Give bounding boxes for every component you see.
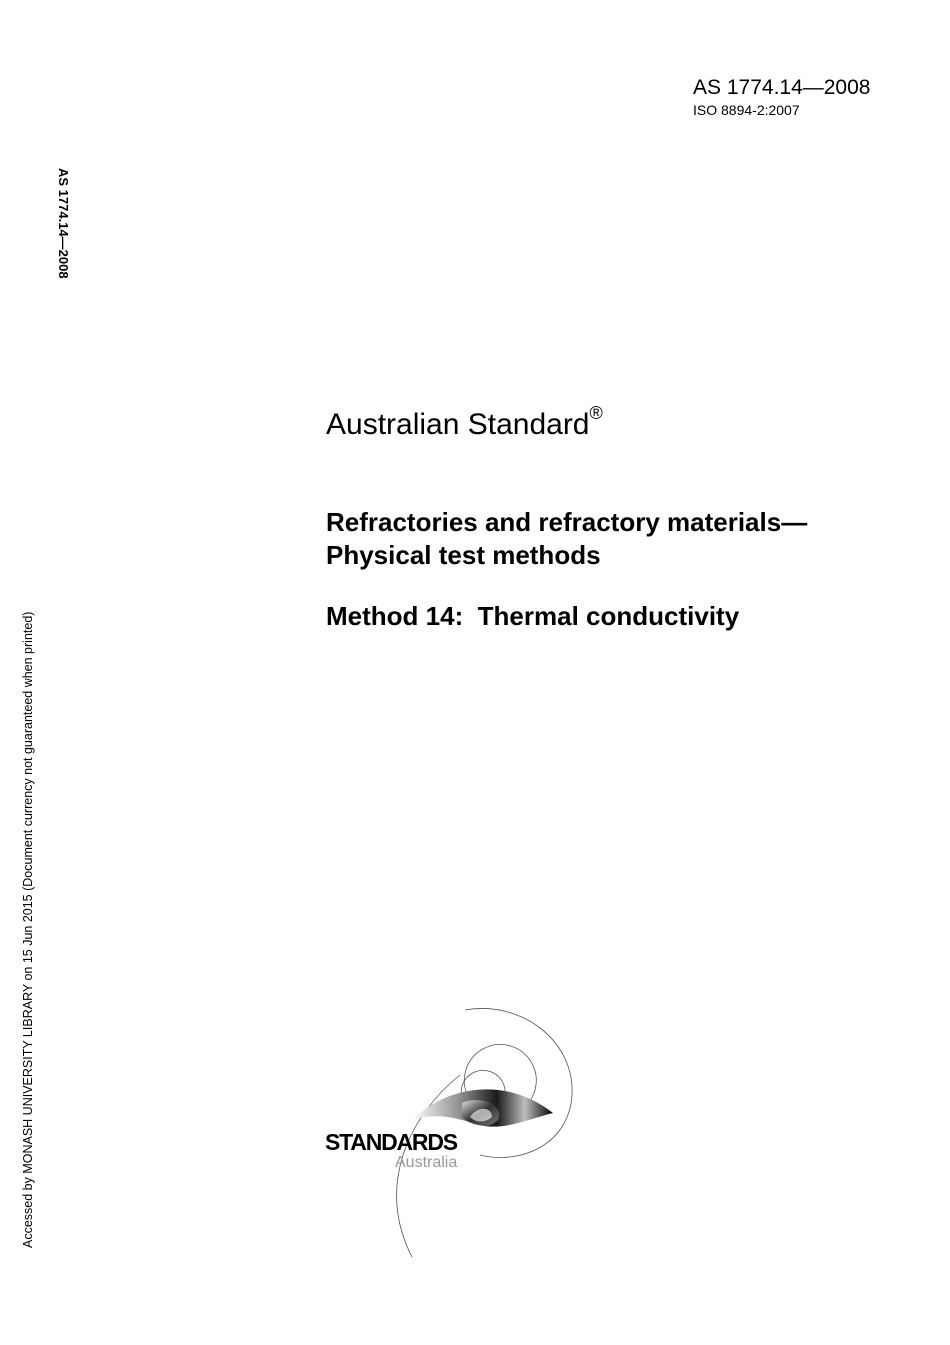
- series-title: [326, 398, 603, 444]
- logo-wordmark-standards: STANDARDS: [325, 1129, 457, 1155]
- method-title: Method 14: Thermal conductivity: [326, 601, 740, 631]
- spine-document-number: AS 1774.14—2008: [56, 168, 71, 279]
- document-number: AS 1774.14—2008: [693, 76, 871, 99]
- standard-title: [326, 506, 807, 572]
- standard-title-line-1: Refractories and refractory materials—: [326, 507, 808, 537]
- logo-wordmark-australia: Australia: [395, 1154, 458, 1171]
- standard-title-line-2: Physical test methods: [326, 540, 601, 570]
- logo-swoosh-icon: [412, 1089, 553, 1126]
- series-title-text: Australian Standard: [326, 408, 590, 441]
- registered-mark: ®: [589, 403, 603, 423]
- iso-reference: ISO 8894-2:2007: [693, 102, 800, 118]
- standards-australia-logo: [320, 1005, 590, 1265]
- access-watermark: Accessed by MONASH UNIVERSITY LIBRARY on 15 Jun 2015 (Document currency not guaranteed when printed): [21, 611, 35, 1248]
